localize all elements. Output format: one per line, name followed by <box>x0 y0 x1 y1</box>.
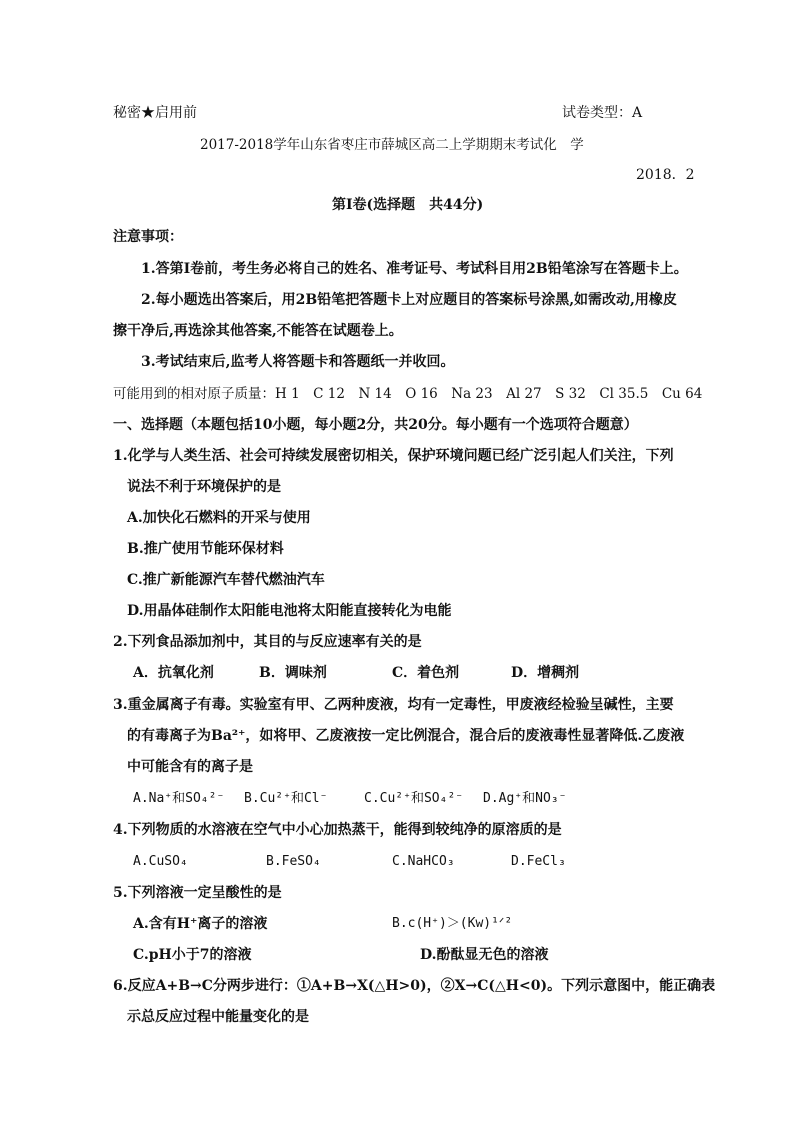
q1-stem-line-2: 说法不利于环境保护的是 <box>127 479 281 495</box>
q4-option-a: A.CuSO₄ <box>133 854 188 869</box>
q4-option-c: C.NaHCO₃ <box>392 854 455 869</box>
exam-title: 2017-2018学年山东省枣庄市薛城区高二上学期期末考试化 学 <box>200 137 584 153</box>
q3-stem-line-2: 的有毒离子为Ba²⁺，如将甲、乙废液按一定比例混合，混合后的废液毒性显著降低.乙废液 <box>127 728 685 744</box>
q2-option-a: A．抗氧化剂 <box>133 665 214 681</box>
part-1-heading: 一、选择题（本题包括10小题，每小题2分，共20分。每小题有一个选项符合题意） <box>113 417 638 433</box>
q3-option-b: B.Cu²⁺和Cl⁻ <box>244 791 328 806</box>
exam-date: 2018．2 <box>636 167 695 183</box>
exam-type-label: 试卷类型：A <box>562 105 643 121</box>
note-2-line-1: 2.每小题选出答案后，用2B铅笔把答题卡上对应题目的答案标号涂黑,如需改动,用橡皮 <box>141 292 677 308</box>
q1-option-c: C.推广新能源汽车替代燃油汽车 <box>127 572 325 588</box>
q2-option-c: C．着色剂 <box>392 665 460 681</box>
q1-option-a: A.加快化石燃料的开采与使用 <box>127 510 311 526</box>
section-title: 第Ⅰ卷(选择题 共44分) <box>332 197 484 213</box>
notes-heading: 注意事项： <box>113 229 183 245</box>
q4-stem: 4.下列物质的水溶液在空气中小心加热蒸干，能得到较纯净的原溶质的是 <box>113 822 562 838</box>
q6-stem-line-2: 示总反应过程中能量变化的是 <box>127 1009 309 1025</box>
note-2-line-2: 擦干净后,再选涂其他答案,不能答在试题卷上。 <box>113 323 403 339</box>
q5-option-a: A.含有H⁺离子的溶液 <box>133 916 268 932</box>
q1-stem-line-1: 1.化学与人类生活、社会可持续发展密切相关，保护环境问题已经广泛引起人们关注，下列 <box>113 448 674 464</box>
q2-stem: 2.下列食品添加剂中，其目的与反应速率有关的是 <box>113 634 422 650</box>
q4-option-b: B.FeSO₄ <box>266 854 321 869</box>
atomic-masses: 可能用到的相对原子质量：H 1 C 12 N 14 O 16 Na 23 Al 27 S 32 Cl 35.5 Cu 64 <box>113 386 703 402</box>
q3-option-d: D.Ag⁺和NO₃⁻ <box>483 791 567 806</box>
q1-option-b: B.推广使用节能环保材料 <box>127 541 284 557</box>
q5-option-d: D.酚酞显无色的溶液 <box>420 947 549 963</box>
q2-option-b: B．调味剂 <box>259 665 327 681</box>
q2-option-d: D．增稠剂 <box>511 665 580 681</box>
q1-option-d: D.用晶体硅制作太阳能电池将太阳能直接转化为电能 <box>127 603 452 619</box>
q3-option-c: C.Cu²⁺和SO₄²⁻ <box>364 791 464 806</box>
note-1: 1.答第Ⅰ卷前，考生务必将自己的姓名、准考证号、考试科目用2B铅笔涂写在答题卡上。 <box>141 261 688 277</box>
q5-option-c: C.pH小于7的溶液 <box>133 947 252 963</box>
secret-label: 秘密★启用前 <box>113 105 197 121</box>
q4-option-d: D.FeCl₃ <box>511 854 566 869</box>
q3-stem-line-3: 中可能含有的离子是 <box>127 759 253 775</box>
q5-option-b: B.c(H⁺)＞(Kw)¹ᐟ² <box>392 916 513 931</box>
note-3: 3.考试结束后,监考人将答题卡和答题纸一并收回。 <box>141 354 455 370</box>
q3-option-a: A.Na⁺和SO₄²⁻ <box>133 791 225 806</box>
q3-stem-line-1: 3.重金属离子有毒。实验室有甲、乙两种废液，均有一定毒性，甲废液经检验呈碱性，主要 <box>113 697 674 713</box>
q5-stem: 5.下列溶液一定呈酸性的是 <box>113 885 282 901</box>
q6-stem-line-1: 6.反应A+B→C分两步进行：①A+B→X(△H>0)，②X→C(△H<0)。下列示意图中，能正确表 <box>113 978 716 994</box>
